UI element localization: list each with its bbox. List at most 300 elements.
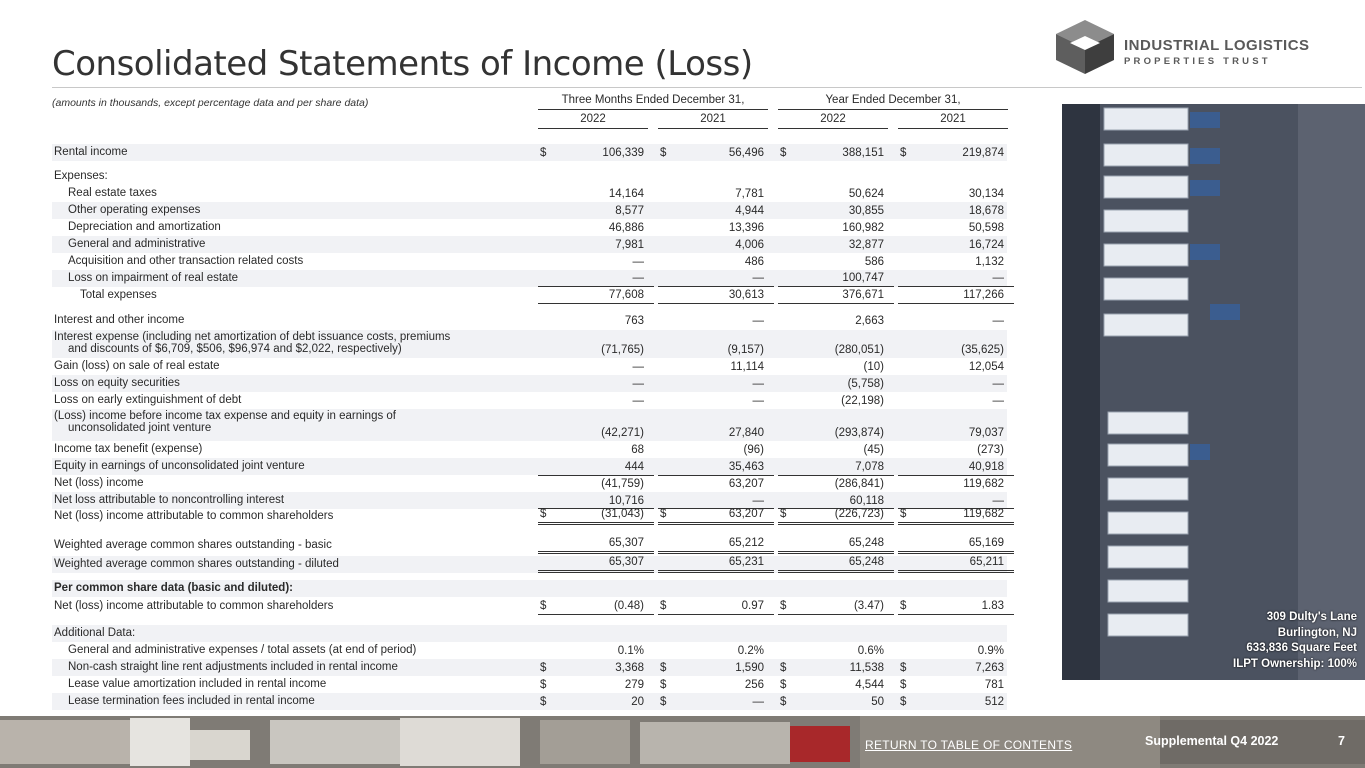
row-label-line: Additional Data: bbox=[54, 627, 136, 639]
table-cell bbox=[778, 642, 894, 659]
row-label bbox=[54, 146, 128, 158]
table-cell bbox=[538, 508, 654, 525]
row-label-line: Real estate taxes bbox=[68, 187, 157, 199]
caption-line: 309 Dulty's Lane bbox=[1266, 611, 1357, 623]
currency-symbol: $ bbox=[900, 662, 907, 674]
row-label-line: Net (loss) income attributable to common shareholders bbox=[54, 510, 334, 522]
row-label-line: Interest expense (including net amortization of debt issuance costs, premiums bbox=[54, 331, 451, 343]
table-row bbox=[52, 659, 1007, 676]
table-cell bbox=[898, 475, 1014, 492]
cell-value: — bbox=[992, 315, 1004, 327]
row-label-line: Weighted average common shares outstanding - diluted bbox=[54, 558, 339, 570]
table-cell bbox=[538, 236, 654, 253]
cell-value: — bbox=[752, 272, 764, 284]
table-cell bbox=[538, 475, 654, 492]
currency-symbol: $ bbox=[900, 600, 907, 612]
table-cell bbox=[778, 168, 894, 185]
cell-value: (9,157) bbox=[727, 344, 764, 356]
table-cell bbox=[658, 168, 774, 185]
row-label-line: General and administrative expenses / total assets (at end of period) bbox=[68, 644, 417, 656]
caption-line: ILPT Ownership: 100% bbox=[1233, 657, 1357, 670]
currency-symbol: $ bbox=[780, 508, 787, 520]
table-cell bbox=[538, 492, 654, 509]
table-cell bbox=[538, 185, 654, 202]
currency-symbol: $ bbox=[540, 600, 547, 612]
row-label bbox=[68, 238, 205, 250]
cell-value: 14,164 bbox=[608, 188, 644, 200]
currency-symbol: $ bbox=[540, 147, 547, 159]
row-label-line: Rental income bbox=[54, 146, 128, 158]
table-row bbox=[52, 168, 1007, 185]
cell-value: 79,037 bbox=[968, 427, 1004, 439]
table-cell bbox=[538, 642, 654, 659]
row-label bbox=[68, 204, 200, 216]
cell-value: 1,590 bbox=[735, 662, 764, 674]
row-label bbox=[68, 678, 326, 690]
table-row bbox=[52, 219, 1007, 236]
table-row bbox=[52, 375, 1007, 392]
row-label-line: Lease value amortization included in rental income bbox=[68, 678, 327, 690]
table-row bbox=[52, 508, 1007, 525]
table-row bbox=[52, 458, 1007, 475]
table-cell bbox=[778, 693, 894, 710]
row-label-line: Interest and other income bbox=[54, 314, 185, 326]
table-cell bbox=[898, 676, 1014, 693]
table-row bbox=[52, 625, 1007, 642]
cell-value: 63,207 bbox=[728, 508, 764, 520]
table-cell bbox=[658, 475, 774, 492]
cell-value: (280,051) bbox=[834, 344, 884, 356]
row-label bbox=[54, 443, 202, 455]
table-cell bbox=[658, 375, 774, 392]
logo-cube-icon bbox=[1054, 20, 1116, 74]
currency-symbol: $ bbox=[660, 147, 667, 159]
currency-symbol: $ bbox=[540, 508, 547, 520]
cell-value: 1.83 bbox=[981, 600, 1004, 612]
cell-value: 106,339 bbox=[602, 147, 644, 159]
logo-name: INDUSTRIAL LOGISTICS bbox=[1124, 37, 1310, 54]
table-cell bbox=[658, 330, 774, 358]
cell-value: — bbox=[752, 395, 764, 407]
table-row bbox=[52, 236, 1007, 253]
table-row bbox=[52, 358, 1007, 375]
cell-value: — bbox=[992, 378, 1004, 390]
logo-subtitle: PROPERTIES TRUST bbox=[1124, 56, 1271, 67]
table-cell bbox=[778, 202, 894, 219]
cell-value: 4,006 bbox=[735, 239, 764, 251]
cell-value: 12,054 bbox=[968, 361, 1004, 373]
row-label-line: Acquisition and other transaction related costs bbox=[68, 255, 304, 267]
cell-value: 30,613 bbox=[728, 289, 764, 301]
table-row bbox=[52, 580, 1007, 597]
group-header-year: Year Ended December 31, bbox=[778, 94, 1008, 110]
table-cell bbox=[898, 598, 1014, 615]
cell-value: 65,231 bbox=[728, 556, 764, 568]
table-cell bbox=[778, 270, 894, 287]
cell-value: 65,248 bbox=[848, 556, 884, 568]
cell-value: 256 bbox=[744, 679, 764, 691]
table-cell bbox=[658, 392, 774, 409]
row-label-line: Net loss attributable to noncontrolling interest bbox=[54, 494, 285, 506]
cell-value: — bbox=[632, 378, 644, 390]
table-cell bbox=[898, 659, 1014, 676]
table-cell bbox=[658, 676, 774, 693]
table-cell bbox=[898, 556, 1014, 573]
table-cell bbox=[778, 475, 894, 492]
cell-value: 4,544 bbox=[855, 679, 884, 691]
cell-value: (273) bbox=[977, 444, 1004, 456]
cell-value: 77,608 bbox=[608, 289, 644, 301]
table-cell bbox=[538, 537, 654, 554]
cell-value: (293,874) bbox=[834, 427, 884, 439]
table-cell bbox=[898, 508, 1014, 525]
cell-value: (96) bbox=[743, 444, 764, 456]
table-cell bbox=[538, 392, 654, 409]
table-cell bbox=[898, 492, 1014, 509]
row-label bbox=[54, 170, 108, 182]
table-row bbox=[52, 676, 1007, 693]
cell-value: 279 bbox=[624, 679, 644, 691]
cell-value: — bbox=[632, 256, 644, 268]
cell-value: 30,855 bbox=[848, 205, 884, 217]
row-label bbox=[54, 360, 220, 372]
table-cell bbox=[538, 659, 654, 676]
table-cell bbox=[778, 625, 894, 642]
currency-symbol: $ bbox=[900, 147, 907, 159]
currency-symbol: $ bbox=[540, 696, 547, 708]
cell-value: 4,944 bbox=[735, 205, 764, 217]
cell-value: 60,118 bbox=[849, 495, 884, 507]
table-cell bbox=[898, 287, 1014, 304]
year-header: 2022 bbox=[538, 113, 648, 129]
table-cell bbox=[898, 144, 1014, 161]
table-row bbox=[52, 312, 1007, 329]
table-cell bbox=[658, 556, 774, 573]
table-cell bbox=[778, 392, 894, 409]
row-label bbox=[54, 600, 333, 612]
cell-value: — bbox=[752, 696, 764, 708]
row-label-line: Per common share data (basic and diluted): bbox=[54, 582, 293, 594]
return-to-toc-link[interactable]: RETURN TO TABLE OF CONTENTS bbox=[865, 738, 1073, 752]
cell-value: 11,114 bbox=[730, 361, 764, 373]
table-row bbox=[52, 409, 1007, 441]
currency-symbol: $ bbox=[900, 508, 907, 520]
table-cell bbox=[778, 537, 894, 554]
company-logo bbox=[1054, 20, 1354, 74]
table-cell bbox=[778, 253, 894, 270]
table-cell bbox=[778, 219, 894, 236]
row-label-line: Other operating expenses bbox=[68, 204, 201, 216]
table-cell bbox=[898, 219, 1014, 236]
row-label bbox=[68, 644, 416, 656]
table-cell bbox=[538, 144, 654, 161]
cell-value: (226,723) bbox=[834, 508, 884, 520]
row-label-line: unconsolidated joint venture bbox=[68, 422, 212, 434]
table-row bbox=[52, 693, 1007, 710]
table-cell bbox=[898, 580, 1014, 597]
table-row bbox=[52, 287, 1007, 304]
currency-symbol: $ bbox=[780, 679, 787, 691]
table-cell bbox=[898, 392, 1014, 409]
table-cell bbox=[538, 312, 654, 329]
table-cell bbox=[658, 270, 774, 287]
table-row bbox=[52, 270, 1007, 287]
table-cell bbox=[898, 168, 1014, 185]
row-label bbox=[54, 494, 284, 506]
cell-value: 763 bbox=[624, 315, 644, 327]
cell-value: — bbox=[632, 395, 644, 407]
cell-value: 388,151 bbox=[842, 147, 884, 159]
cell-value: 119,682 bbox=[963, 508, 1004, 520]
row-label-line: Total expenses bbox=[80, 289, 157, 301]
cell-value: — bbox=[752, 315, 764, 327]
row-label bbox=[68, 661, 398, 673]
table-cell bbox=[778, 580, 894, 597]
table-cell bbox=[778, 409, 894, 441]
table-cell bbox=[898, 330, 1014, 358]
table-cell bbox=[778, 676, 894, 693]
row-label bbox=[68, 695, 315, 707]
currency-symbol: $ bbox=[660, 508, 667, 520]
table-cell bbox=[778, 458, 894, 475]
cell-value: (0.48) bbox=[613, 600, 644, 612]
currency-symbol: $ bbox=[660, 679, 667, 691]
row-label-line: Loss on early extinguishment of debt bbox=[54, 394, 242, 406]
table-cell bbox=[658, 287, 774, 304]
row-label bbox=[54, 627, 135, 639]
cell-value: (35,625) bbox=[961, 344, 1004, 356]
cell-value: 376,671 bbox=[842, 289, 884, 301]
table-cell bbox=[778, 508, 894, 525]
row-label bbox=[68, 187, 157, 199]
table-cell bbox=[898, 185, 1014, 202]
row-label-line: Expenses: bbox=[54, 170, 108, 182]
table-cell bbox=[538, 441, 654, 458]
cell-value: 486 bbox=[744, 256, 764, 268]
cell-value: 65,248 bbox=[848, 537, 884, 549]
cell-value: 40,918 bbox=[968, 461, 1004, 473]
currency-symbol: $ bbox=[780, 696, 787, 708]
cell-value: 3,368 bbox=[615, 662, 644, 674]
row-label bbox=[54, 582, 293, 594]
row-label bbox=[68, 272, 238, 284]
table-cell bbox=[778, 375, 894, 392]
table-row bbox=[52, 475, 1007, 492]
table-cell bbox=[658, 625, 774, 642]
cell-value: 512 bbox=[984, 696, 1004, 708]
table-cell bbox=[778, 236, 894, 253]
table-cell bbox=[658, 458, 774, 475]
cell-value: — bbox=[992, 495, 1004, 507]
row-label bbox=[54, 558, 339, 570]
cell-value: 1,132 bbox=[975, 256, 1004, 268]
photo-caption bbox=[1233, 610, 1357, 672]
table-row bbox=[52, 330, 1007, 358]
cell-value: 0.6% bbox=[857, 645, 884, 657]
cell-value: — bbox=[632, 272, 644, 284]
table-cell bbox=[898, 409, 1014, 441]
table-row bbox=[52, 144, 1007, 161]
cell-value: (42,271) bbox=[601, 427, 644, 439]
year-header: 2021 bbox=[898, 113, 1008, 129]
row-label bbox=[54, 410, 396, 434]
row-label-line: Depreciation and amortization bbox=[68, 221, 221, 233]
currency-symbol: $ bbox=[780, 600, 787, 612]
table-row bbox=[52, 556, 1007, 573]
cell-value: (10) bbox=[863, 361, 884, 373]
table-cell bbox=[778, 358, 894, 375]
cell-value: — bbox=[752, 378, 764, 390]
table-cell bbox=[658, 598, 774, 615]
table-cell bbox=[778, 492, 894, 509]
table-cell bbox=[658, 693, 774, 710]
cell-value: 50,598 bbox=[968, 222, 1004, 234]
row-label bbox=[68, 255, 303, 267]
table-cell bbox=[658, 202, 774, 219]
table-cell bbox=[658, 236, 774, 253]
table-cell bbox=[538, 375, 654, 392]
cell-value: 444 bbox=[624, 461, 644, 473]
table-cell bbox=[538, 219, 654, 236]
cell-value: (3.47) bbox=[853, 600, 884, 612]
cell-value: 65,212 bbox=[728, 537, 764, 549]
trucks-aerial-image bbox=[1062, 104, 1365, 680]
table-cell bbox=[778, 441, 894, 458]
year-header: 2021 bbox=[658, 113, 768, 129]
table-cell bbox=[898, 358, 1014, 375]
title-divider bbox=[52, 87, 1362, 88]
table-cell bbox=[538, 598, 654, 615]
cell-value: — bbox=[992, 272, 1004, 284]
table-cell bbox=[538, 270, 654, 287]
table-cell bbox=[658, 219, 774, 236]
cell-value: 7,981 bbox=[615, 239, 644, 251]
table-cell bbox=[658, 144, 774, 161]
cell-value: 586 bbox=[864, 256, 884, 268]
cell-value: 0.1% bbox=[617, 645, 644, 657]
table-cell bbox=[898, 202, 1014, 219]
table-row bbox=[52, 598, 1007, 615]
cell-value: 13,396 bbox=[728, 222, 764, 234]
table-cell bbox=[658, 409, 774, 441]
table-cell bbox=[898, 312, 1014, 329]
cell-value: (5,758) bbox=[847, 378, 884, 390]
table-cell bbox=[898, 253, 1014, 270]
row-label-line: Net (loss) income bbox=[54, 477, 144, 489]
table-row bbox=[52, 537, 1007, 554]
table-cell bbox=[538, 580, 654, 597]
row-label-line: Equity in earnings of unconsolidated joint venture bbox=[54, 460, 305, 472]
caption-line: Burlington, NJ bbox=[1277, 626, 1357, 639]
cell-value: 117,266 bbox=[963, 289, 1004, 301]
table-cell bbox=[538, 202, 654, 219]
cell-value: 27,840 bbox=[728, 427, 764, 439]
currency-symbol: $ bbox=[780, 662, 787, 674]
cell-value: 46,886 bbox=[608, 222, 644, 234]
footer-title: Supplemental Q4 2022 bbox=[1145, 734, 1279, 748]
cell-value: 65,307 bbox=[608, 537, 644, 549]
cell-value: 30,134 bbox=[968, 188, 1004, 200]
table-cell bbox=[538, 625, 654, 642]
cell-value: 100,747 bbox=[842, 272, 884, 284]
cell-value: (286,841) bbox=[834, 478, 884, 490]
currency-symbol: $ bbox=[900, 696, 907, 708]
table-cell bbox=[658, 185, 774, 202]
cell-value: 50,624 bbox=[848, 188, 884, 200]
cell-value: (41,759) bbox=[601, 478, 644, 490]
table-cell bbox=[538, 287, 654, 304]
table-row bbox=[52, 185, 1007, 202]
table-cell bbox=[658, 312, 774, 329]
cell-value: 2,663 bbox=[855, 315, 884, 327]
year-header: 2022 bbox=[778, 113, 888, 129]
cell-value: 18,678 bbox=[968, 205, 1004, 217]
row-label-line: Non-cash straight line rent adjustments included in rental income bbox=[68, 661, 398, 673]
cell-value: 219,874 bbox=[962, 147, 1004, 159]
table-cell bbox=[778, 330, 894, 358]
cell-value: 7,263 bbox=[975, 662, 1004, 674]
table-cell bbox=[898, 625, 1014, 642]
table-cell bbox=[538, 330, 654, 358]
cell-value: — bbox=[752, 495, 764, 507]
row-label-line: Lease termination fees included in rental income bbox=[68, 695, 315, 707]
row-label bbox=[54, 377, 180, 389]
row-label-line: and discounts of $6,709, $506, $96,974 and $2,022, respectively) bbox=[68, 343, 402, 355]
cell-value: 68 bbox=[631, 444, 644, 456]
table-cell bbox=[898, 642, 1014, 659]
table-cell bbox=[778, 312, 894, 329]
table-cell bbox=[778, 185, 894, 202]
page-number: 7 bbox=[1338, 734, 1345, 748]
table-cell bbox=[898, 270, 1014, 287]
table-cell bbox=[658, 642, 774, 659]
row-label-line: Net (loss) income attributable to common shareholders bbox=[54, 600, 334, 612]
cell-value: 65,307 bbox=[608, 556, 644, 568]
cell-value: 65,169 bbox=[968, 537, 1004, 549]
table-cell bbox=[538, 168, 654, 185]
row-label bbox=[68, 221, 221, 233]
property-photo bbox=[1062, 104, 1365, 680]
table-cell bbox=[778, 144, 894, 161]
currency-symbol: $ bbox=[900, 679, 907, 691]
table-cell bbox=[658, 492, 774, 509]
table-cell bbox=[658, 508, 774, 525]
cell-value: (22,198) bbox=[841, 395, 884, 407]
row-label-line: Gain (loss) on sale of real estate bbox=[54, 360, 220, 372]
cell-value: 16,724 bbox=[968, 239, 1004, 251]
cell-value: (31,043) bbox=[601, 508, 644, 520]
table-cell bbox=[658, 253, 774, 270]
table-row bbox=[52, 253, 1007, 270]
cell-value: 50 bbox=[871, 696, 884, 708]
cell-value: 10,716 bbox=[608, 495, 644, 507]
row-label bbox=[54, 477, 143, 489]
table-cell bbox=[898, 441, 1014, 458]
table-row bbox=[52, 202, 1007, 219]
row-label bbox=[54, 460, 305, 472]
table-cell bbox=[778, 598, 894, 615]
cell-value: — bbox=[632, 361, 644, 373]
cell-value: 32,877 bbox=[848, 239, 884, 251]
currency-symbol: $ bbox=[540, 662, 547, 674]
table-cell bbox=[538, 358, 654, 375]
row-label-line: Weighted average common shares outstanding - basic bbox=[54, 539, 332, 551]
cell-value: 7,781 bbox=[735, 188, 764, 200]
table-cell bbox=[538, 458, 654, 475]
table-cell bbox=[778, 659, 894, 676]
amounts-note: (amounts in thousands, except percentage data and per share data) bbox=[52, 97, 369, 109]
table-cell bbox=[778, 287, 894, 304]
